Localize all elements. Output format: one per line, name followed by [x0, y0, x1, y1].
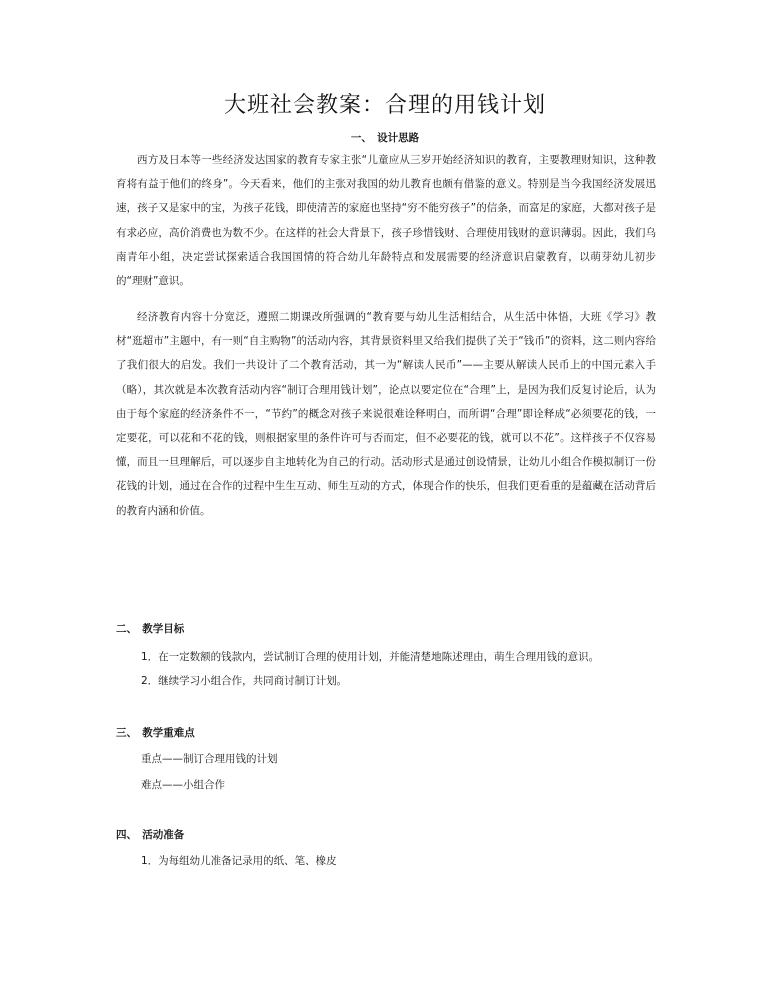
goal-item-1: 1．在一定数额的钱款内，尝试制订合理的使用计划，并能清楚地陈述理由，萌生合理用钱的意识。 [141, 651, 600, 663]
section-heading-teaching-goals: 二、 教学目标 [116, 623, 185, 635]
paragraph-design-idea-1: 西方及日本等一些经济发达国家的教育专家主张“儿童应从三岁开始经济知识的教育，主要教理财知识，这种教育将有益于他们的终身”。今天看来，他们的主张对我国的幼儿教育也颇有借鉴的意义。特别是当今我国经济发展迅速，孩子又是家中的宝，为孩子花钱，即使清苦的家庭也坚持“穷不能穷孩子”的信条，而富足的家庭，大都对孩子是有求必应，高价消费也为数不少。在这样的社会大背景下，孩子珍惜钱财、合理使用钱财的意识薄弱。因此，我们乌南青年小组，决定尝试探索适合我国国情的符合幼儿年龄特点和发展需要的经济意识启蒙教育，以萌芽幼儿初步的“理财”意识。 [116, 154, 656, 288]
difficulty-item: 难点——小组合作 [141, 779, 225, 791]
goal-item-2: 2．继续学习小组合作，共同商讨制订计划。 [141, 675, 348, 687]
paragraph-design-idea-2: 经济教育内容十分宽泛，遵照二期课改所强调的“教育要与幼儿生活相结合，从生活中体悟，大班《学习》教材“逛超市”主题中，有一则“自主购物”的活动内容，其背景资料里又给我们提供了关于“钱币”的资料，这二则内容给了我们很大的启发。我们一共设计了二个教育活动，其一为“解读人民币”——主要从解读人民币上的中国元素入手（略），其次就是本次教育活动内容“制订合理用钱计划”，论点以要定位在“合理”上，是因为我们反复讨论后，认为由于每个家庭的经济条件不一，“节约”的概念对孩子来说很难诠释明白，而所谓“合理”即诠释成“必须要花的钱，一定要花，可以花和不花的钱，则根据家里的条件许可与否而定，但不必要花的钱，就可以不花”。这样孩子不仅容易懂，而且一旦理解后，可以逐步自主地转化为自己的行动。活动形式是通过创设情景，让幼儿小组合作模拟制订一份花钱的计划，通过在合作的过程中生生互动、师生互动的方式，体现合作的快乐，但我们更看重的是蕴藏在活动背后的教育内涵和价值。 [116, 311, 656, 517]
key-point-item: 重点——制订合理用钱的计划 [141, 753, 278, 765]
section-heading-activity-prep: 四、 活动准备 [116, 829, 185, 841]
section-heading-design-idea: 一、 设计思路 [350, 132, 420, 144]
section-heading-key-difficulties: 三、 教学重难点 [116, 727, 195, 739]
prep-item-1: 1．为每组幼儿准备记录用的纸、笔、橡皮 [141, 855, 337, 867]
document-title: 大班社会教案：合理的用钱计划 [223, 93, 546, 118]
